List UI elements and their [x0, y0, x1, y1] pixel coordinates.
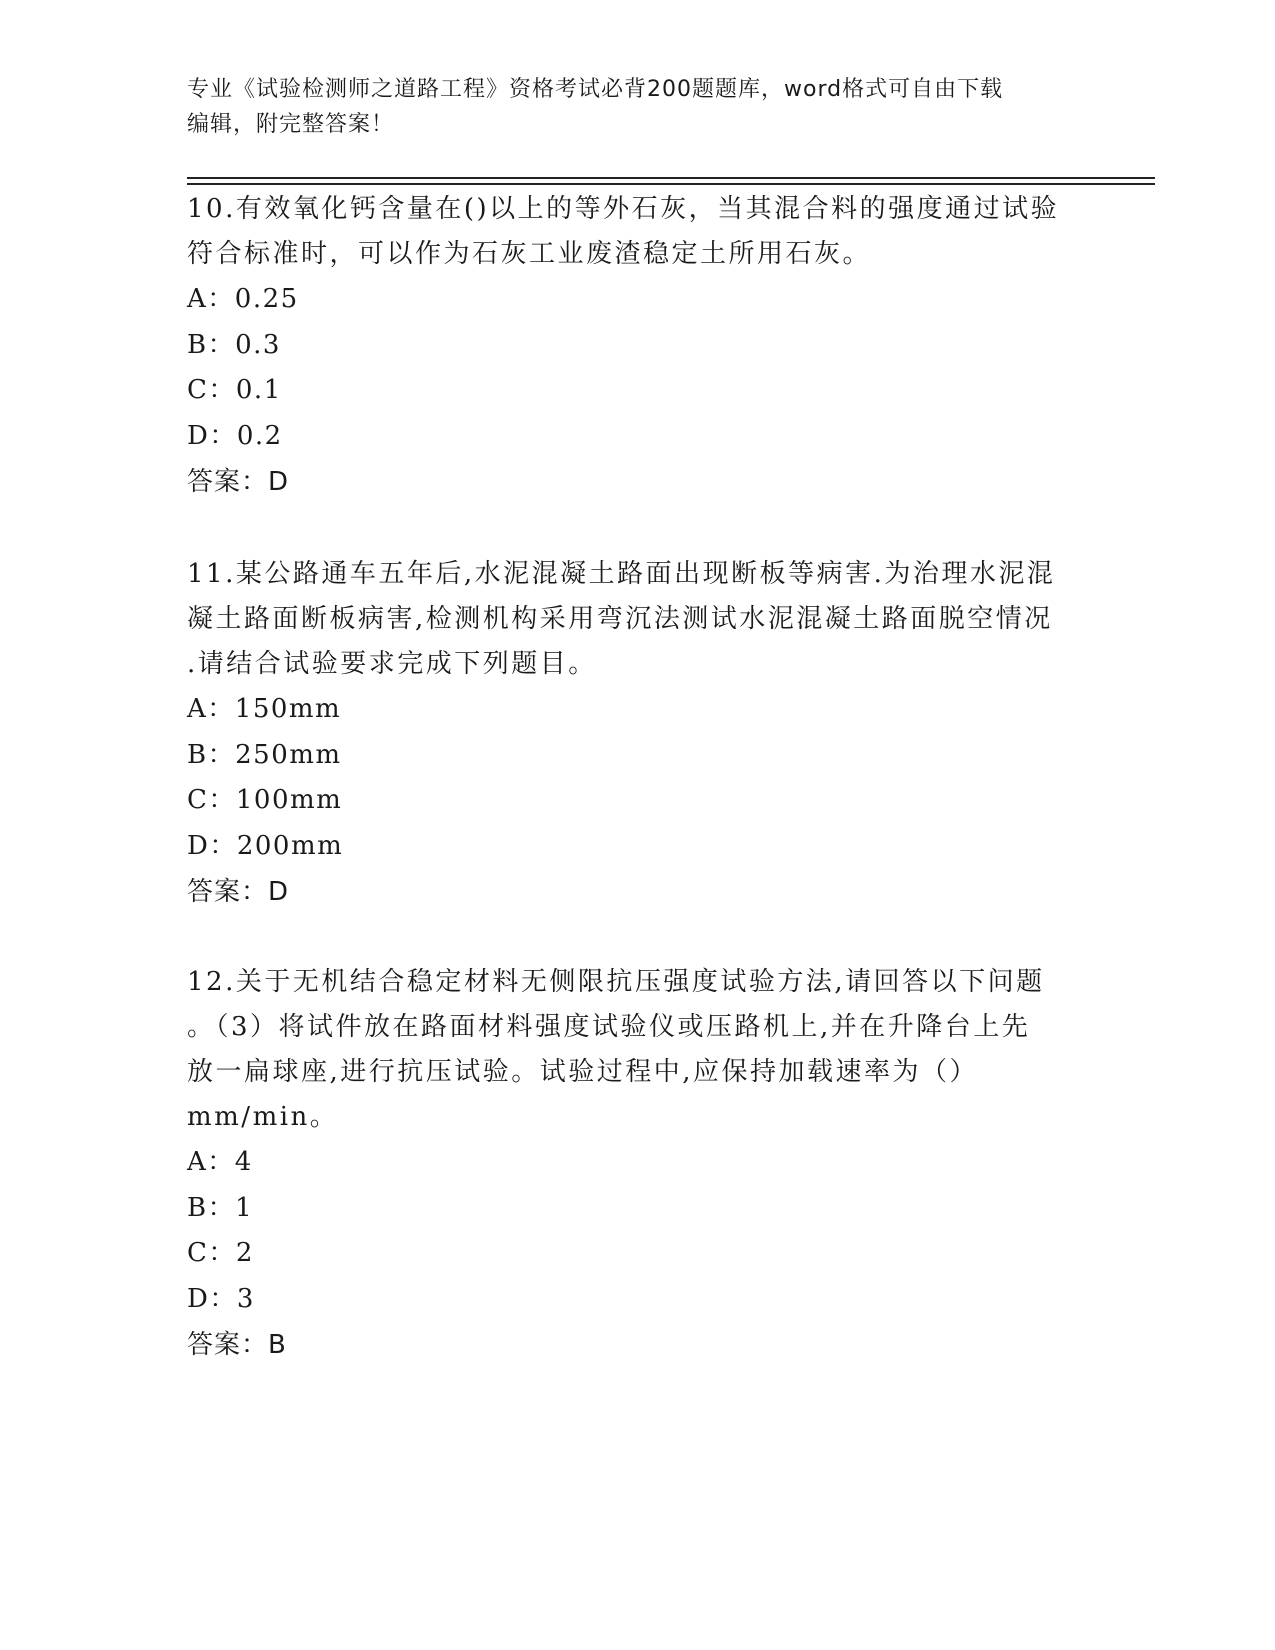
stem-line: 凝土路面断板病害,检测机构采用弯沉法测试水泥混凝土路面脱空情况 — [187, 604, 1053, 634]
question-11 — [187, 552, 1087, 915]
option-d: D：0.2 — [187, 420, 283, 451]
question-stem — [187, 960, 1087, 1140]
document-header — [187, 72, 1067, 142]
stem-line: 12.关于无机结合稳定材料无侧限抗压强度试验方法,请回答以下问题 — [187, 967, 1045, 997]
option-b: B：0.3 — [187, 329, 281, 360]
stem-line: mm/min。 — [187, 1102, 339, 1132]
stem-line: 。（3）将试件放在路面材料强度试验仪或压路机上,并在升降台上先 — [187, 1012, 1031, 1042]
option-c: C：100mm — [187, 785, 343, 815]
option-b: B：1 — [187, 1192, 254, 1223]
option-d: D：200mm — [187, 830, 344, 861]
header-line-1: 专业《试验检测师之道路工程》资格考试必背200题题库，word格式可自由下载 — [187, 77, 1004, 102]
question-12 — [187, 960, 1087, 1368]
option-c: C：0.1 — [187, 375, 282, 405]
header-divider-bottom — [187, 183, 1155, 185]
stem-line: 11.某公路通车五年后,水泥混凝土路面出现断板等病害.为治理水泥混 — [187, 559, 1056, 589]
option-a: A：4 — [187, 1147, 253, 1177]
option-a: A：0.25 — [187, 284, 299, 314]
stem-line: 符合标准时，可以作为石灰工业废渣稳定土所用石灰。 — [187, 239, 872, 269]
header-divider-top — [187, 177, 1155, 179]
answer-text: 答案：D — [187, 467, 290, 497]
stem-line: 10.有效氧化钙含量在()以上的等外石灰，当其混合料的强度通过试验 — [187, 194, 1060, 224]
question-stem — [187, 187, 1087, 277]
header-line-2: 编辑，附完整答案！ — [187, 112, 395, 137]
stem-line: 放一扁球座,进行抗压试验。试验过程中,应保持加载速率为（） — [187, 1057, 979, 1087]
answer-text: 答案：D — [187, 877, 290, 907]
answer-text: 答案：B — [187, 1330, 287, 1360]
question-10 — [187, 187, 1087, 505]
option-d: D：3 — [187, 1283, 255, 1314]
stem-line: .请结合试验要求完成下列题目。 — [187, 649, 597, 679]
option-b: B：250mm — [187, 739, 342, 770]
option-a: A：150mm — [187, 694, 342, 724]
option-c: C：2 — [187, 1238, 254, 1268]
question-stem — [187, 552, 1087, 687]
